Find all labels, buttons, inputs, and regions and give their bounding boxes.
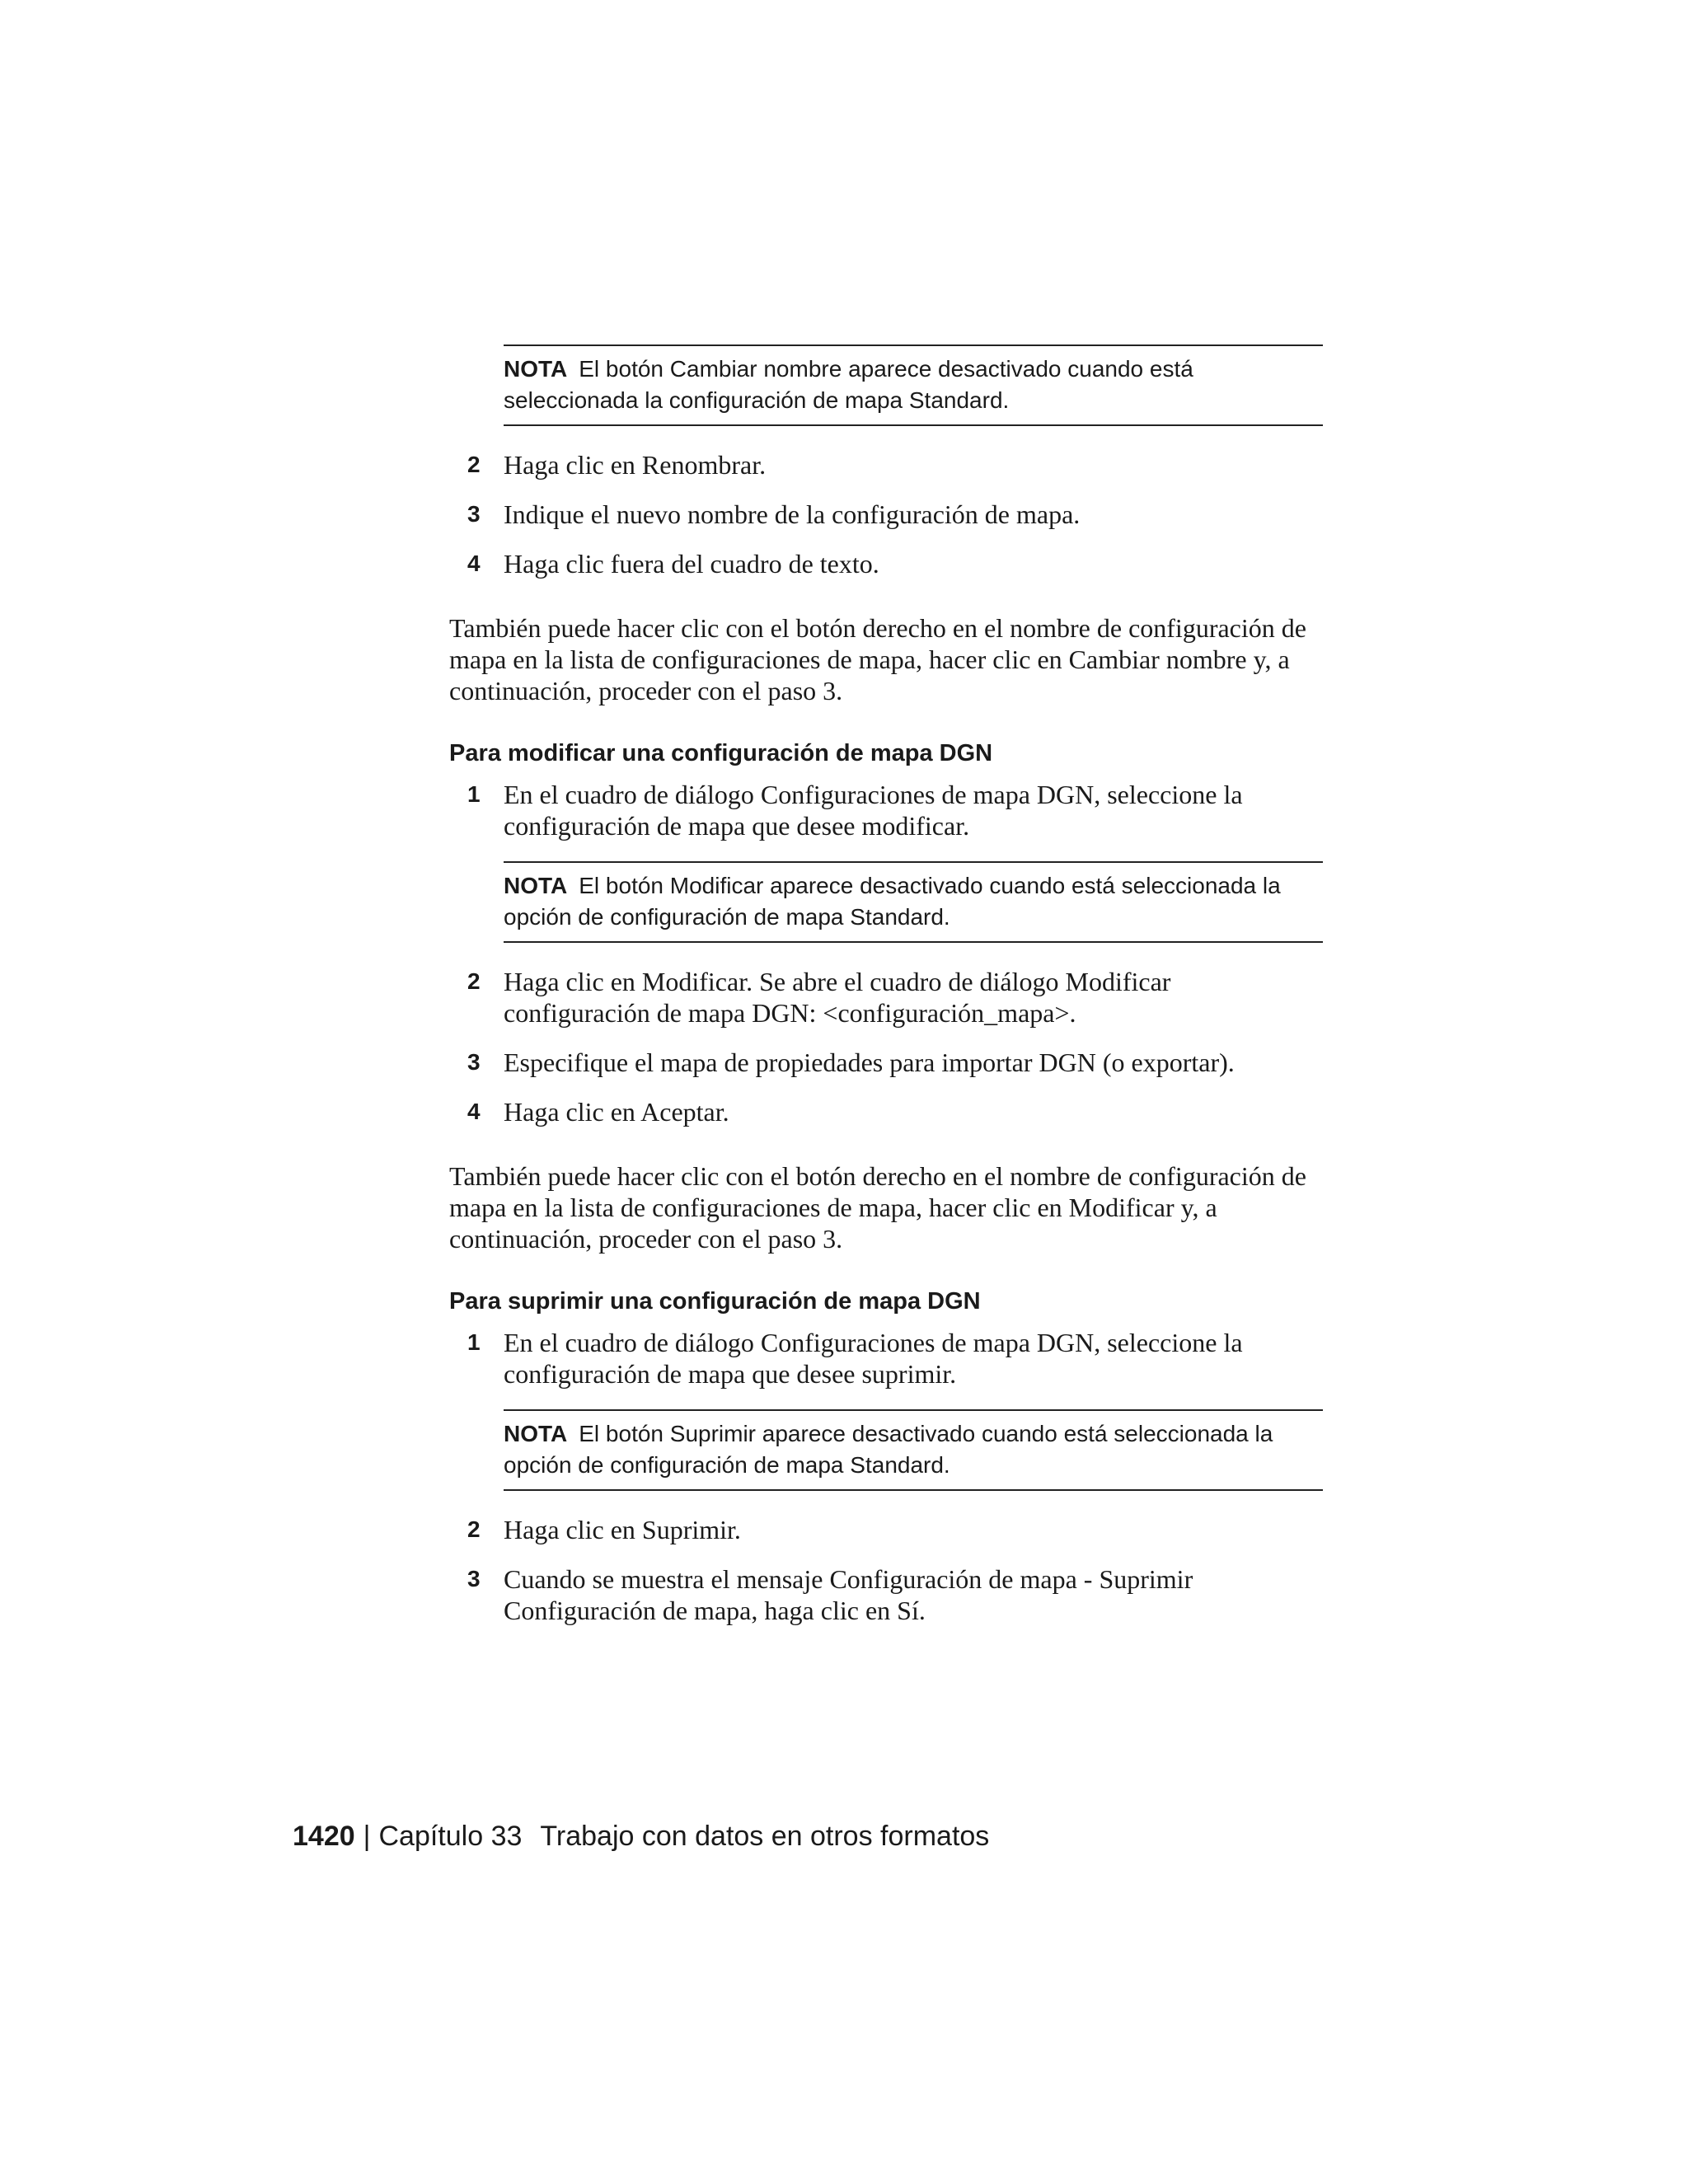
modify-steps-first: [449, 779, 1323, 841]
note-text: El botón Cambiar nombre aparece desactivado cuando está seleccionada la configuración de mapa Standard.: [504, 356, 1193, 413]
note-label: NOTA: [504, 356, 568, 382]
step-number: 3: [467, 1566, 481, 1591]
section-heading-delete: Para suprimir una configuración de mapa DGN: [449, 1288, 981, 1315]
step-text: Haga clic en Suprimir.: [504, 1515, 741, 1544]
footer-chapter: Capítulo 33: [378, 1821, 523, 1852]
step-text: Haga clic en Modificar. Se abre el cuadro de diálogo Modificar configuración de mapa DGN: <configuración_mapa>.: [504, 967, 1171, 1028]
list-item: [449, 1514, 1323, 1545]
list-item: [449, 449, 1323, 480]
step-number: 2: [467, 452, 481, 477]
delete-steps-first: [449, 1327, 1323, 1390]
step-number: 1: [467, 1329, 481, 1355]
step-number: 4: [467, 551, 481, 576]
page-content: [449, 344, 1323, 1626]
step-number: 2: [467, 968, 481, 994]
footer-separator: |: [363, 1821, 371, 1852]
list-item: [449, 1096, 1323, 1127]
note-label: NOTA: [504, 873, 568, 898]
list-item: [449, 499, 1323, 530]
page-footer: [293, 1818, 989, 1854]
step-text: En el cuadro de diálogo Configuraciones de mapa DGN, seleccione la configuración de mapa que desee modificar.: [504, 780, 1243, 841]
note-modify-disabled: [504, 861, 1323, 943]
note-text: El botón Modificar aparece desactivado cuando está seleccionada la opción de configuración de mapa Standard.: [504, 873, 1281, 930]
section-heading-modify: Para modificar una configuración de mapa DGN: [449, 740, 993, 766]
modify-steps: [449, 966, 1323, 1127]
list-item: [449, 1327, 1323, 1390]
note-label: NOTA: [504, 1421, 568, 1446]
step-text: En el cuadro de diálogo Configuraciones de mapa DGN, seleccione la configuración de mapa que desee suprimir.: [504, 1328, 1243, 1389]
step-text: Especifique el mapa de propiedades para importar DGN (o exportar).: [504, 1047, 1235, 1077]
footer-chapter-title: Trabajo con datos en otros formatos: [540, 1821, 990, 1852]
note-rename-disabled: [504, 344, 1323, 426]
page-number: 1420: [293, 1821, 355, 1852]
step-text: Haga clic en Aceptar.: [504, 1097, 729, 1127]
rename-alternative-paragraph: También puede hacer clic con el botón derecho en el nombre de configuración de mapa en la lista de configuraciones de mapa, hacer clic en Cambiar nombre y, a continuación, proceder con el paso 3.: [449, 613, 1306, 705]
step-text: Indique el nuevo nombre de la configuración de mapa.: [504, 499, 1081, 529]
note-text: El botón Suprimir aparece desactivado cuando está seleccionada la opción de configuración de mapa Standard.: [504, 1421, 1273, 1478]
step-number: 2: [467, 1516, 481, 1542]
step-number: 4: [467, 1099, 481, 1124]
note-delete-disabled: [504, 1409, 1323, 1491]
delete-steps: [449, 1514, 1323, 1626]
list-item: [449, 779, 1323, 841]
modify-alternative-paragraph: También puede hacer clic con el botón derecho en el nombre de configuración de mapa en la lista de configuraciones de mapa, hacer clic en Modificar y, a continuación, proceder con el paso 3.: [449, 1161, 1306, 1254]
step-number: 3: [467, 1049, 481, 1075]
list-item: [449, 1563, 1323, 1626]
step-number: 3: [467, 501, 481, 527]
list-item: [449, 1047, 1323, 1078]
step-text: Haga clic fuera del cuadro de texto.: [504, 549, 879, 579]
step-text: Haga clic en Renombrar.: [504, 450, 767, 480]
list-item: [449, 966, 1323, 1029]
step-number: 1: [467, 781, 481, 807]
list-item: [449, 548, 1323, 579]
step-text: Cuando se muestra el mensaje Configuración de mapa - Suprimir Configuración de mapa, haga clic en Sí.: [504, 1564, 1193, 1625]
rename-steps: [449, 449, 1323, 579]
